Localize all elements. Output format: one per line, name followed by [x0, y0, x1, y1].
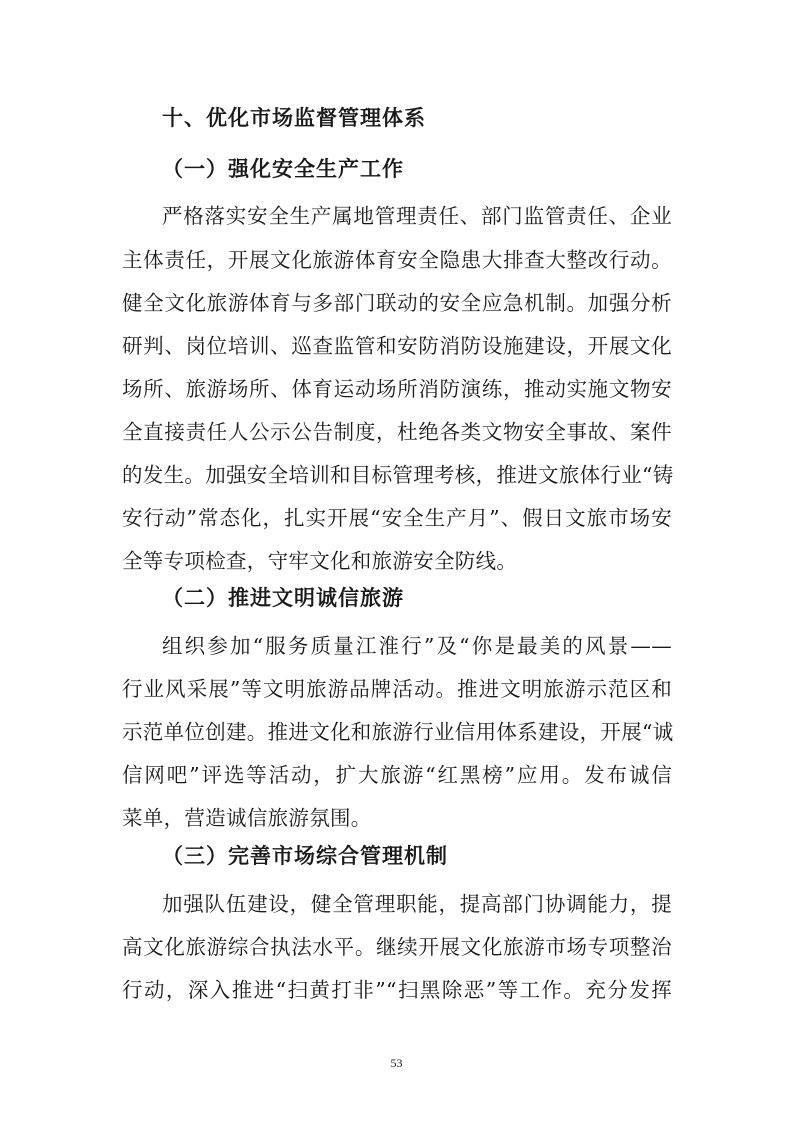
subsection-title: （三）完善市场综合管理机制	[162, 843, 448, 868]
paragraph-line: 行业风采展”等文明旅游品牌活动。推进文明旅游示范区和	[122, 677, 672, 701]
paragraph-line: 全等专项检查，守牢文化和旅游安全防线。	[122, 549, 518, 573]
paragraph-line: 高文化旅游综合执法水平。继续开展文化旅游市场专项整治	[122, 935, 672, 959]
paragraph-line: 场所、旅游场所、体育运动场所消防演练，推动实施文物安	[122, 377, 672, 401]
paragraph-line: 安行动”常态化，扎实开展“安全生产月”、假日文旅市场安	[122, 506, 672, 530]
subsection-title: （一）强化安全生产工作	[162, 156, 404, 181]
paragraph-line: 研判、岗位培训、巡查监管和安防消防设施建设，开展文化	[122, 334, 672, 358]
paragraph-line: 信网吧”评选等活动，扩大旅游“红黑榜”应用。发布诚信	[122, 763, 672, 787]
paragraph-line: 示范单位创建。推进文化和旅游行业信用体系建设，开展“诚	[122, 720, 674, 744]
paragraph-line: 全直接责任人公示公告制度，杜绝各类文物安全事故、案件	[122, 420, 672, 444]
paragraph-line: 加强队伍建设，健全管理职能，提高部门协调能力，提	[162, 892, 672, 916]
paragraph-line: 严格落实安全生产属地管理责任、部门监管责任、企业	[162, 204, 672, 228]
paragraph-line: 健全文化旅游体育与多部门联动的安全应急机制。加强分析	[122, 291, 672, 315]
page-number: 53	[390, 1056, 403, 1070]
paragraph-line: 菜单，营造诚信旅游氛围。	[122, 806, 372, 830]
paragraph-line: 的发生。加强安全培训和目标管理考核，推进文旅体行业“铸	[122, 463, 674, 487]
paragraph-line: 主体责任，开展文化旅游体育安全隐患大排查大整改行动。	[122, 248, 672, 272]
paragraph-line: 组织参加“服务质量江淮行”及“你是最美的风景——	[162, 634, 672, 658]
subsection-title: （二）推进文明诚信旅游	[162, 585, 404, 610]
paragraph-line: 行动，深入推进“扫黄打非”“扫黑除恶”等工作。充分发挥	[122, 978, 672, 1002]
section-title: 十、优化市场监督管理体系	[162, 105, 426, 130]
